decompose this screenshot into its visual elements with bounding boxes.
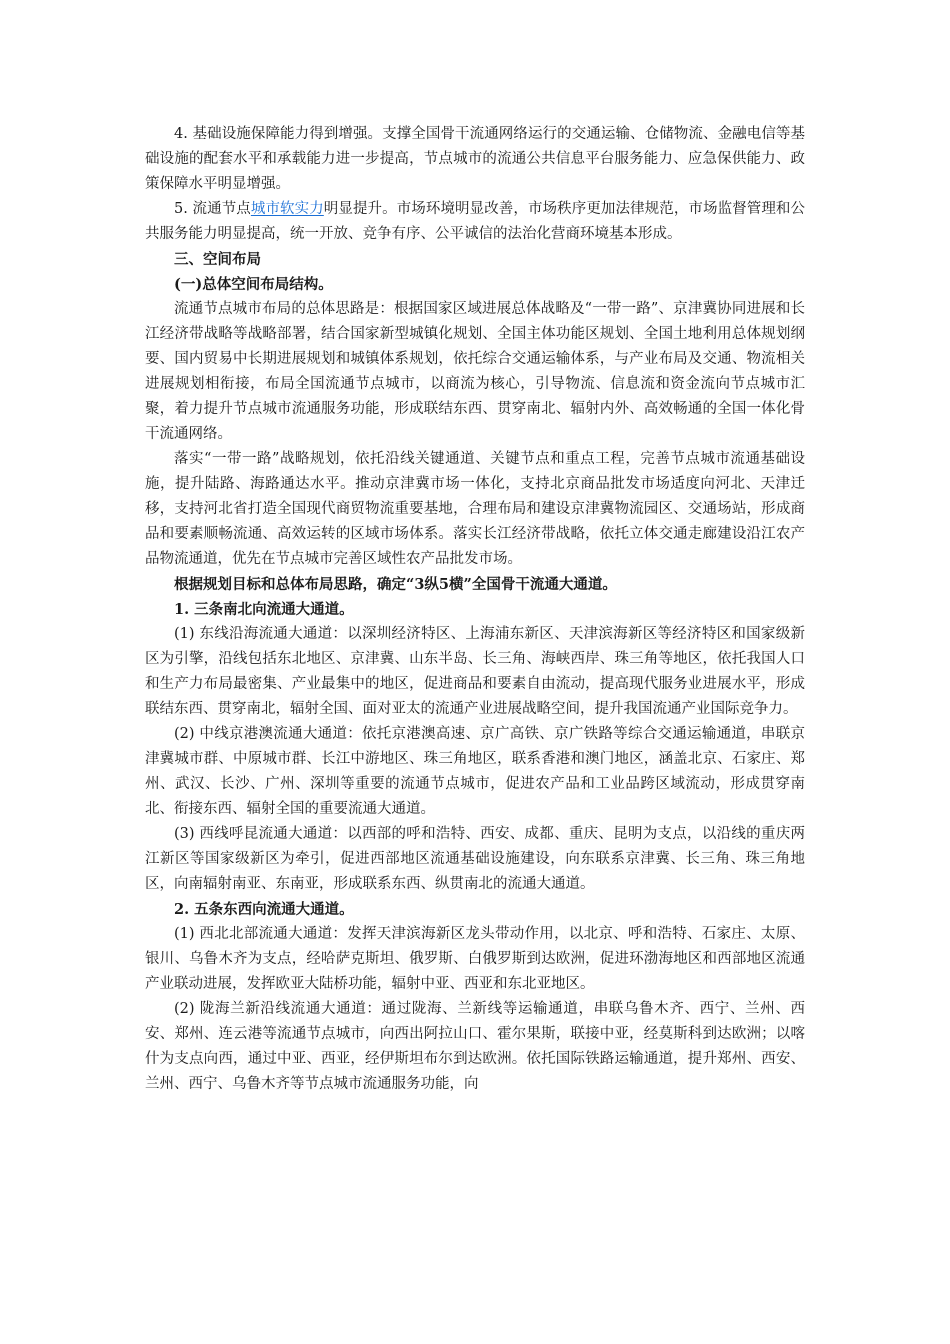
paragraph-infrastructure: 4. 基础设施保障能力得到增强。支撑全国骨干流通网络运行的交通运输、仓储物流、金融电信等基础设施的配套水平和承载能力进一步提高，节点城市的流通公共信息平台服务能力、应急保供能力、政策保障水平明显增强。 <box>145 126 805 192</box>
paragraph-northwest-corridor: (1) 西北北部流通大通道：发挥天津滨海新区龙头带动作用，以北京、呼和浩特、石家庄、太原、银川、乌鲁木齐为支点，经哈萨克斯坦、俄罗斯、白俄罗斯到达欧洲，促进环渤海地区和西部地区流通产业联动进展，发挥欧亚大陆桥功能，辐射中亚、西亚和东北亚地区。 <box>145 926 805 992</box>
section-heading-spatial-layout: 三、空间布局 <box>174 251 261 268</box>
subheading-east-west: 2. 五条东西向流通大通道。 <box>174 901 354 918</box>
paragraph-belt-road: 落实“一带一路”战略规划，依托沿线关键通道、关键节点和重点工程，完善节点城市流通基础设施，提升陆路、海路通达水平。推动京津冀市场一体化，支持北京商品批发市场适度向河北、天津迁移，支持河北省打造全国现代商贸物流重要基地，合理布局和建设京津冀物流园区、交通场站，形成商品和要素顺畅流通、高效运转的区域市场体系。落实长江经济带战略，依托立体交通走廊建设沿江农产品物流通道，优先在节点城市完善区域性农产品批发市场。 <box>145 451 805 567</box>
subheading-overall-structure: (一)总体空间布局结构。 <box>174 276 333 293</box>
paragraph-soft-power-rest: 明显提升。市场环境明显改善，市场秩序更加法律规范，市场监督管理和公共服务能力明显提高，统一开放、竞争有序、公平诚信的法治化营商环境基本形成。 <box>145 201 805 242</box>
paragraph-corridor-summary: 根据规划目标和总体布局思路，确定“3纵5横”全国骨干流通大通道。 <box>174 576 617 593</box>
paragraph-west-corridor: (3) 西线呼昆流通大通道：以西部的呼和浩特、西安、成都、重庆、昆明为支点，以沿线的重庆两江新区等国家级新区为牵引，促进西部地区流通基础设施建设，向东联系京津冀、长三角、珠三角地区，向南辐射南亚、东南亚，形成联系东西、纵贯南北的流通大通道。 <box>145 826 805 892</box>
paragraph-central-corridor: (2) 中线京港澳流通大通道：依托京港澳高速、京广高铁、京广铁路等综合交通运输通道，串联京津冀城市群、中原城市群、长江中游地区、珠三角地区，联系香港和澳门地区，涵盖北京、石家庄、郑州、武汉、长沙、广州、深圳等重要的流通节点城市，促进农产品和工业品跨区域流动，形成贯穿南北、衔接东西、辐射全国的重要流通大通道。 <box>145 726 805 817</box>
soft-power-link[interactable]: 城市软实力 <box>250 201 324 217</box>
document-body <box>145 122 805 1097</box>
paragraph-east-coast-corridor: (1) 东线沿海流通大通道：以深圳经济特区、上海浦东新区、天津滨海新区等经济特区和国家级新区为引擎，沿线包括东北地区、京津冀、山东半岛、长三角、海峡西岸、珠三角等地区，依托我国人口和生产力布局最密集、产业最集中的地区，促进商品和要素自由流动，提高现代服务业进展水平，形成联结东西、贯穿南北，辐射全国、面对亚太的流通产业进展战略空间，提升我国流通产业国际竞争力。 <box>145 626 805 717</box>
paragraph-soft-power <box>145 197 805 247</box>
paragraph-overall-approach: 流通节点城市布局的总体思路是：根据国家区域进展总体战略及“一带一路”、京津冀协同进展和长江经济带战略等战略部署，结合国家新型城镇化规划、全国主体功能区规划、全国土地利用总体规划纲要、国内贸易中长期进展规划和城镇体系规划，依托综合交通运输体系，与产业布局及交通、物流相关进展规划相衔接，布局全国流通节点城市，以商流为核心，引导物流、信息流和资金流向节点城市汇聚，着力提升节点城市流通服务功能，形成联结东西、贯穿南北、辐射内外、高效畅通的全国一体化骨干流通网络。 <box>145 301 805 442</box>
paragraph-longhai-lanxin-corridor: (2) 陇海兰新沿线流通大通道：通过陇海、兰新线等运输通道，串联乌鲁木齐、西宁、兰州、西安、郑州、连云港等流通节点城市，向西出阿拉山口、霍尔果斯，联接中亚，经莫斯科到达欧洲；以喀什为支点向西，通过中亚、西亚，经伊斯坦布尔到达欧洲。依托国际铁路运输通道，提升郑州、西安、兰州、西宁、乌鲁木齐等节点城市流通服务功能，向 <box>145 1001 805 1092</box>
paragraph-soft-power-lead: 5. 流通节点 <box>174 201 251 217</box>
subheading-north-south: 1. 三条南北向流通大通道。 <box>174 601 354 618</box>
